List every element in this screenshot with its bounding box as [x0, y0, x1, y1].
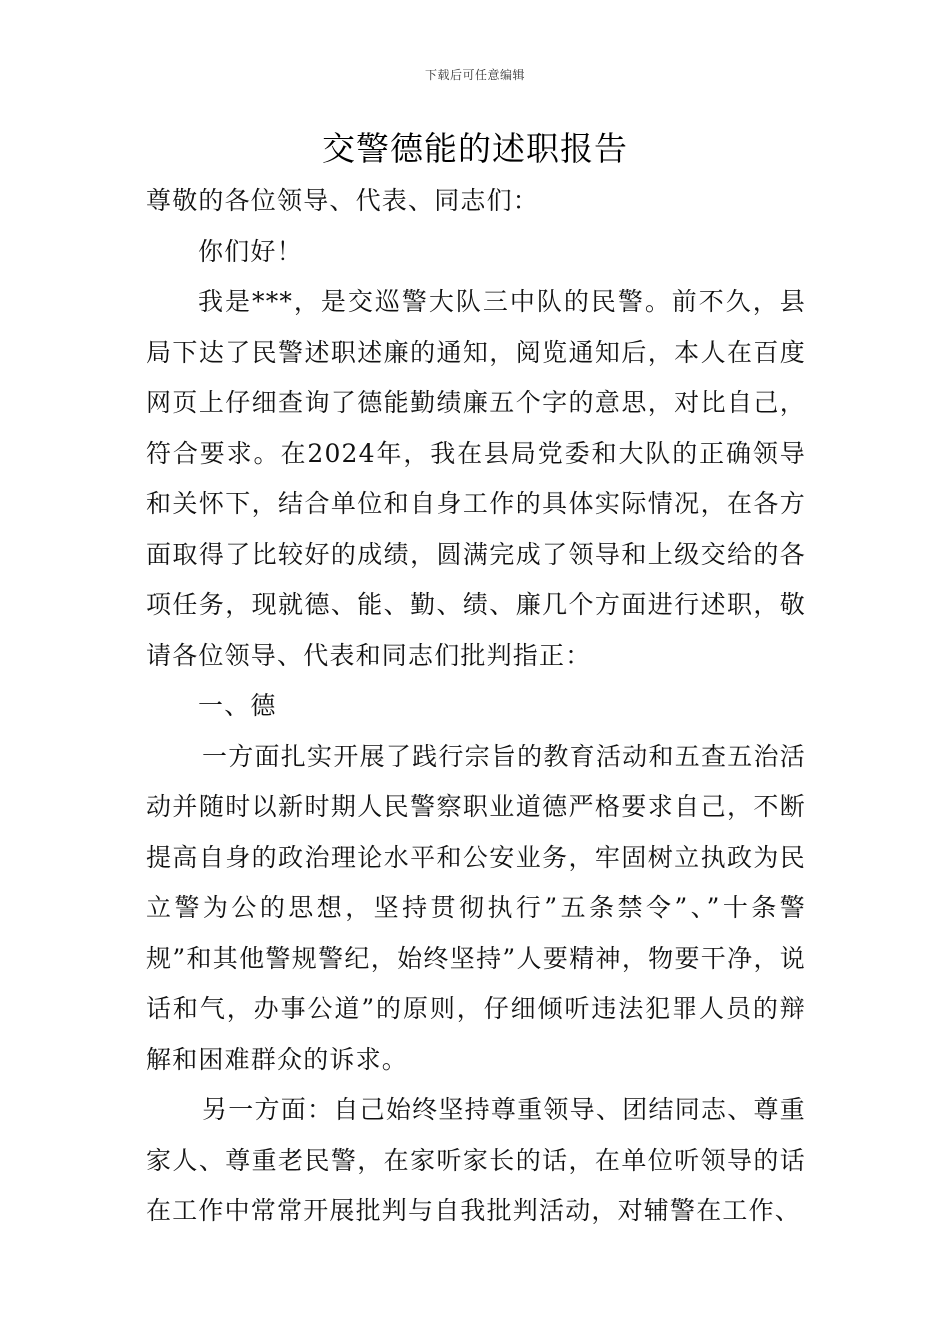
paragraph-introduction: 我是***，是交巡警大队三中队的民警。前不久，县局下达了民警述职述廉的通知，阅览通知后，本人在百度网页上仔细查询了德能勤绩廉五个字的意思，对比自己，符合要求。在2024年，我在县局党委和大队的正确领导和关怀下，结合单位和自身工作的具体实际情况，在各方面取得了比较好的成绩，圆满完成了领导和上级交给的各项任务，现就德、能、勤、绩、廉几个方面进行述职，敬请各位领导、代表和同志们批判指正：: [146, 287, 806, 670]
paragraph-de-second-aspect: 另一方面：自己始终坚持尊重领导、团结同志、尊重家人、尊重老民警，在家听家长的话，在单位听领导的话在工作中常常开展批判与自我批判活动，对辅警在工作、: [146, 1095, 806, 1225]
salutation: 尊敬的各位领导、代表、同志们：: [146, 186, 540, 215]
paragraph-de-first-aspect: 一方面扎实开展了践行宗旨的教育活动和五查五治活动并随时以新时期人民警察职业道德严格要求自己，不断提高自身的政治理论水平和公安业务，牢固树立执政为民立警为公的思想，坚持贯彻执行”五条禁令”、”十条警规”和其他警规警纪，始终坚持”人要精神，物要干净，说话和气，办事公道”的原则，仔细倾听违法犯罪人员的辩解和困难群众的诉求。: [146, 741, 806, 1074]
header-note: 下载后可任意编辑: [424, 68, 525, 82]
document-body: [146, 176, 806, 1237]
section-heading-de: 一、德: [198, 691, 277, 720]
greeting: 你们好！: [198, 236, 303, 266]
document-title: 交警德能的述职报告: [322, 129, 628, 168]
